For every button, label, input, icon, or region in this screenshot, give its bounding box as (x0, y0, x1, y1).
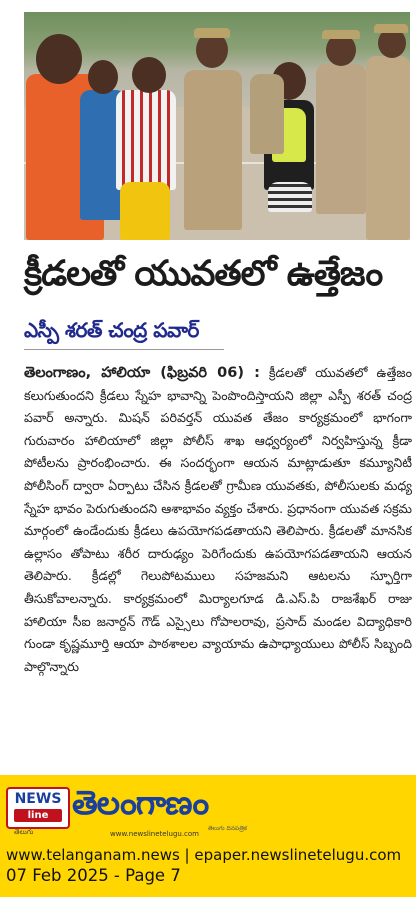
logo-line-text: line (14, 809, 62, 822)
logo-news-text: NEWS (14, 791, 62, 807)
logo-subtitle: తెలుగు (14, 828, 34, 836)
photo-person-head (88, 60, 118, 94)
photo-person-head (132, 57, 166, 93)
photo-person-shorts (120, 182, 170, 240)
photo-person-shorts (268, 182, 312, 212)
newsline-logo (6, 787, 70, 829)
byline-divider (24, 349, 224, 350)
photo-officer (184, 70, 242, 230)
brand-tagline: తెలుగు దినపత్రిక (208, 825, 248, 832)
photo-person (116, 90, 176, 190)
article-dateline: తెలంగాణం, హాలియా (ఫిబ్రవరి 06) : (24, 365, 260, 381)
article-body-text: క్రీడలతో యువతలో ఉత్తేజం కలుగుతుందని క్రీడలు స్నేహ భావాన్ని పెంపొందిస్తాయని జిల్లా ఎస్పీ శరత్ చంద్ర పవార్ అన్నారు. మిషన్ పరివర్తన్ యువత తేజం కార్యక్రమంలో భాగంగా గురువారం హాలియాలో జిల్లా పోలీస్ శాఖ ఆధ్వర్యంలో నిర్వహిస్తున్న క్రీడా పోటీలను ప్రారంభించారు. ఈ సందర్భంగా ఆయన మాట్లాడుతూ కమ్యూనిటీ పోలీసింగ్ ద్వారా ఏర్పాటు చేసిన క్రీడలతో గ్రామీణ యువతకు, పోలీసులకు మధ్య స్నేహ భావం పెరుగుతుందని ఆశాభావం వ్యక్తం చేశారు. ప్రధానంగా యువత సక్రమ మార్గంలో ఉండేందుకు క్రీడలు ఉపయోగపడతాయని తెలిపారు. క్రీడలతో మానసిక ఉల్లాసం తోపాటు శరీర దారుఢ్యం పెరిగేందుకు ఉపయోగపడతాయని ఆయన తెలిపారు. క్రీడల్లో గెలుపోటములు సహజమని ఆటలను స్ఫూర్తిగా తీసుకోవాలన్నారు. కార్యక్రమంలో మిర్యాలగూడ డి.ఎస్.పి రాజశేఖర్ రాజు హాలియా సీఐ జనార్దన్ గౌడ్ ఎస్సైలు గోపాలరావు, ప్రసాద్ మండల విద్యాధికారి గుండా కృష్ణమూర్తి ఆయా పాఠశాలల వ్యాయామ ఉపాధ్యాయులు పోలీస్ సిబ్బంది పాల్గొన్నారు (24, 365, 412, 674)
photo-person-head (36, 34, 82, 84)
photo-officer-cap (322, 30, 360, 39)
article-byline: ఎస్పీ శరత్ చంద్ర పవార్ (24, 318, 199, 342)
article-photo (24, 12, 410, 240)
article-headline: క్రీడలతో యువతలో ఉత్తేజం (24, 253, 383, 294)
photo-officer-cap (194, 28, 230, 38)
photo-officer (366, 56, 410, 240)
footer-urls: www.telanganam.news | epaper.newslinetelugu.com (6, 846, 402, 864)
epaper-footer (0, 775, 416, 897)
footer-date-page: 07 Feb 2025 - Page 7 (6, 866, 181, 885)
photo-officer (316, 64, 366, 214)
brand-title: తెలంగాణం (72, 783, 209, 822)
brand-url: www.newslinetelugu.com (110, 830, 199, 838)
article-body (24, 362, 412, 762)
photo-officer (250, 74, 284, 154)
photo-officer-cap (374, 24, 408, 33)
